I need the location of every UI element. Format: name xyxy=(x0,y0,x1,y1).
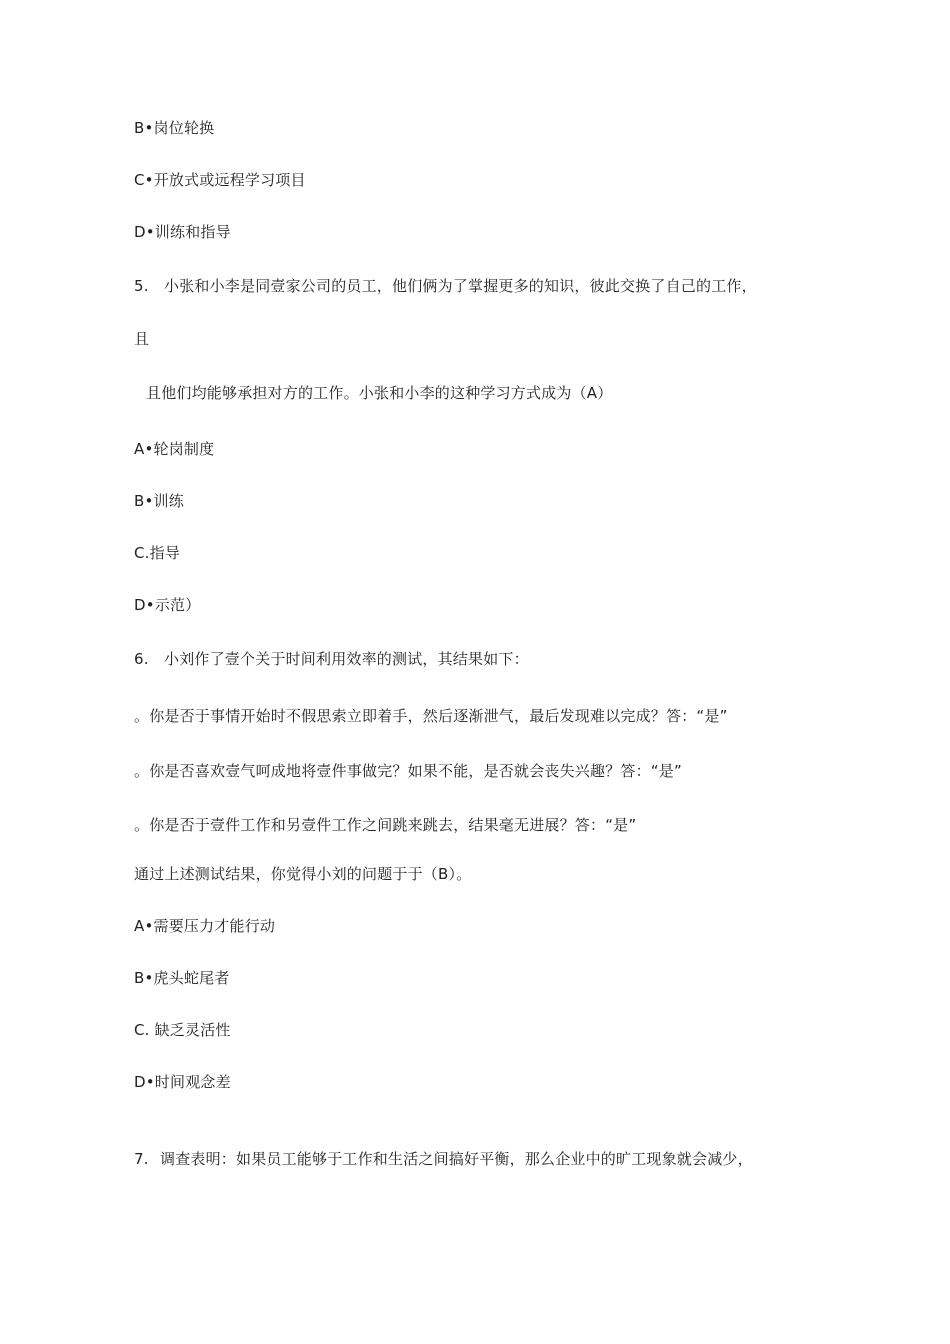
option-c: C.指导 xyxy=(134,544,181,562)
option-d: D•训练和指导 xyxy=(134,223,231,241)
question-number: 6. xyxy=(134,650,149,668)
question-6 xyxy=(134,649,529,669)
test-item-3: 。你是否于壹件工作和另壹件工作之间跳来跳去，结果毫无进展？答：“是” xyxy=(134,816,637,834)
question-5-continuation: 且 xyxy=(134,330,150,348)
option-b: B•虎头蛇尾者 xyxy=(134,969,230,987)
option-c: C•开放式或远程学习项目 xyxy=(134,171,306,189)
question-5-stem: 且他们均能够承担对方的工作。小张和小李的这种学习方式成为（A） xyxy=(146,384,613,402)
question-6-stem: 通过上述测试结果，你觉得小刘的问题于于（B）。 xyxy=(134,865,472,883)
option-b: B•岗位轮换 xyxy=(134,119,215,137)
question-number: 7. xyxy=(134,1150,149,1168)
question-text: 小张和小李是同壹家公司的员工，他们俩为了掌握更多的知识，彼此交换了自己的工作， xyxy=(164,277,757,295)
test-item-2: 。你是否喜欢壹气呵成地将壹件事做完？如果不能，是否就会丧失兴趣？答：“是” xyxy=(134,762,682,780)
option-a: A•轮岗制度 xyxy=(134,440,215,458)
option-a: A•需要压力才能行动 xyxy=(134,917,276,935)
question-text: 小刘作了壹个关于时间利用效率的测试，其结果如下： xyxy=(164,650,529,668)
question-text: 调查表明：如果员工能够于工作和生活之间搞好平衡，那么企业中的旷工现象就会减少， xyxy=(160,1150,753,1168)
test-item-1: 。你是否于事情开始时不假思索立即着手，然后逐渐泄气，最后发现难以完成？答：“是” xyxy=(134,707,728,725)
question-5 xyxy=(134,276,757,296)
question-7 xyxy=(134,1149,753,1169)
option-d: D•时间观念差 xyxy=(134,1073,231,1091)
option-c: C. 缺乏灵活性 xyxy=(134,1021,231,1039)
option-b: B•训练 xyxy=(134,492,184,510)
option-d: D•示范） xyxy=(134,596,201,614)
question-number: 5. xyxy=(134,277,149,295)
